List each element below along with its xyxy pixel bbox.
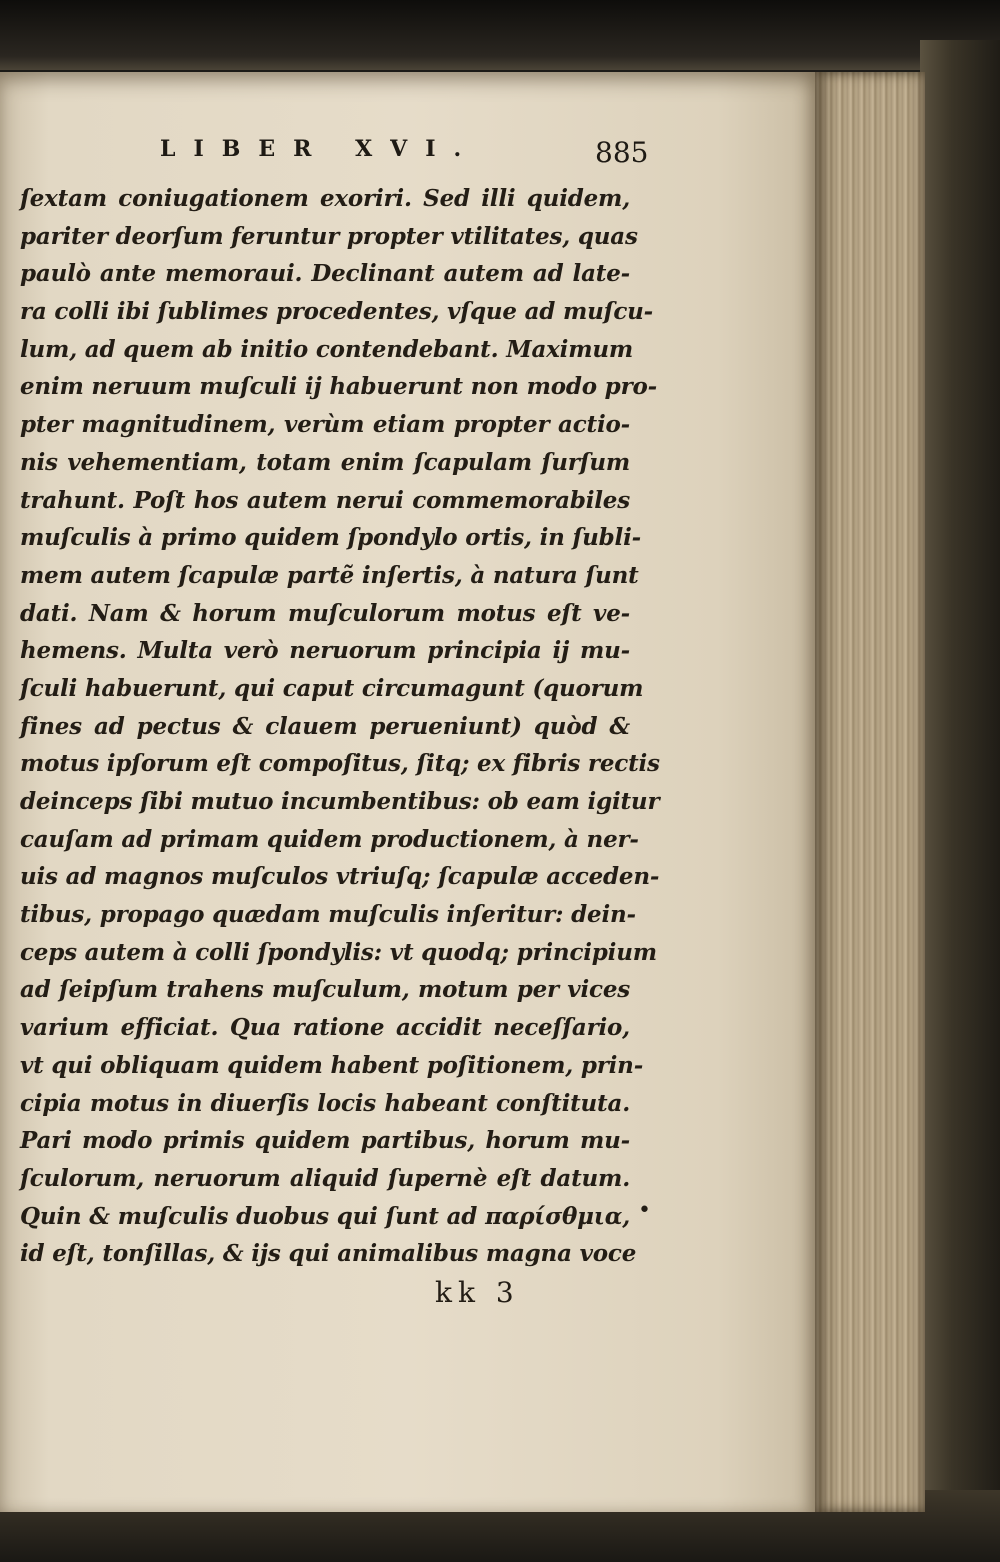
text-line: ad ſeipſum trahens muſculum, motum per vices bbox=[20, 976, 630, 1004]
text-line: paulò ante memoraui. Declinant autem ad late- bbox=[20, 260, 630, 288]
text-line: Pari modo primis quidem partibus, horum mu- bbox=[20, 1127, 630, 1155]
text-line: ſextam coniugationem exoriri. Sed illi quidem, bbox=[20, 185, 630, 212]
folio-number: 885 bbox=[595, 136, 649, 169]
book-cover-top bbox=[0, 0, 1000, 70]
text-line: cauſam ad primam quidem productionem, à ner- bbox=[20, 825, 639, 853]
text-line: ceps autem à colli ſpondylis: vt quodq; principium bbox=[20, 938, 657, 966]
margin-mark: • bbox=[638, 1198, 651, 1223]
text-line: enim neruum muſculi ij habuerunt non modo pro- bbox=[20, 373, 657, 401]
text-line: vt qui obliquam quidem habent poſitionem, prin- bbox=[20, 1051, 644, 1079]
body-text bbox=[20, 180, 660, 1273]
text-line: motus ipſorum eſt compoſitus, ſitq; ex fibris rectis bbox=[20, 750, 660, 778]
text-line: mem autem ſcapulæ partẽ inſertis, à natura ſunt bbox=[20, 561, 639, 589]
text-line: ra colli ibi ſublimes procedentes, vſque ad muſcu- bbox=[20, 298, 654, 326]
text-line: varium efficiat. Qua ratione accidit neceſſario, bbox=[20, 1014, 630, 1042]
text-line: trahunt. Poſt hos autem nerui commemorabiles bbox=[20, 486, 630, 514]
signature-mark: kk 3 bbox=[435, 1276, 520, 1309]
text-line: deinceps ſibi mutuo incumbentibus: ob eam igitur bbox=[20, 788, 660, 815]
page-block-edges bbox=[815, 72, 925, 1512]
text-line: Quin & muſculis duobus qui ſunt ad παρίσθμια, bbox=[20, 1202, 630, 1230]
text-line: pter magnitudinem, verùm etiam propter actio- bbox=[20, 411, 630, 439]
text-line: id eſt, tonſillas, & ijs qui animalibus magna voce bbox=[20, 1240, 637, 1268]
text-line: ſculi habuerunt, qui caput circumagunt (quorum bbox=[20, 674, 644, 702]
text-line: cipia motus in diuerſis locis habeant conſtituta. bbox=[20, 1089, 630, 1117]
text-line: dati. Nam & horum muſculorum motus eſt ve- bbox=[20, 599, 630, 627]
text-line: fines ad pectus & clauem perueniunt) quòd & bbox=[20, 712, 630, 740]
text-line: muſculis à primo quidem ſpondylo ortis, in ſubli- bbox=[20, 524, 641, 552]
running-head: LIBER XVI. bbox=[160, 136, 480, 162]
text-line: tibus, propago quædam muſculis inſeritur: dein- bbox=[20, 901, 636, 929]
page-header bbox=[160, 136, 660, 176]
text-line: nis vehementiam, totam enim ſcapulam ſurſum bbox=[20, 448, 630, 476]
text-line: uis ad magnos muſculos vtriuſq; ſcapulæ acceden- bbox=[20, 863, 660, 891]
book-cover-right bbox=[920, 40, 1000, 1562]
text-line: pariter deorſum feruntur propter vtilitates, quas bbox=[20, 222, 638, 250]
text-line: ſculorum, neruorum aliquid ſupernè eſt datum. bbox=[20, 1164, 630, 1192]
text-line: hemens. Multa verò neruorum principia ij mu- bbox=[20, 637, 630, 665]
text-line: lum, ad quem ab initio contendebant. Maximum bbox=[20, 335, 633, 363]
